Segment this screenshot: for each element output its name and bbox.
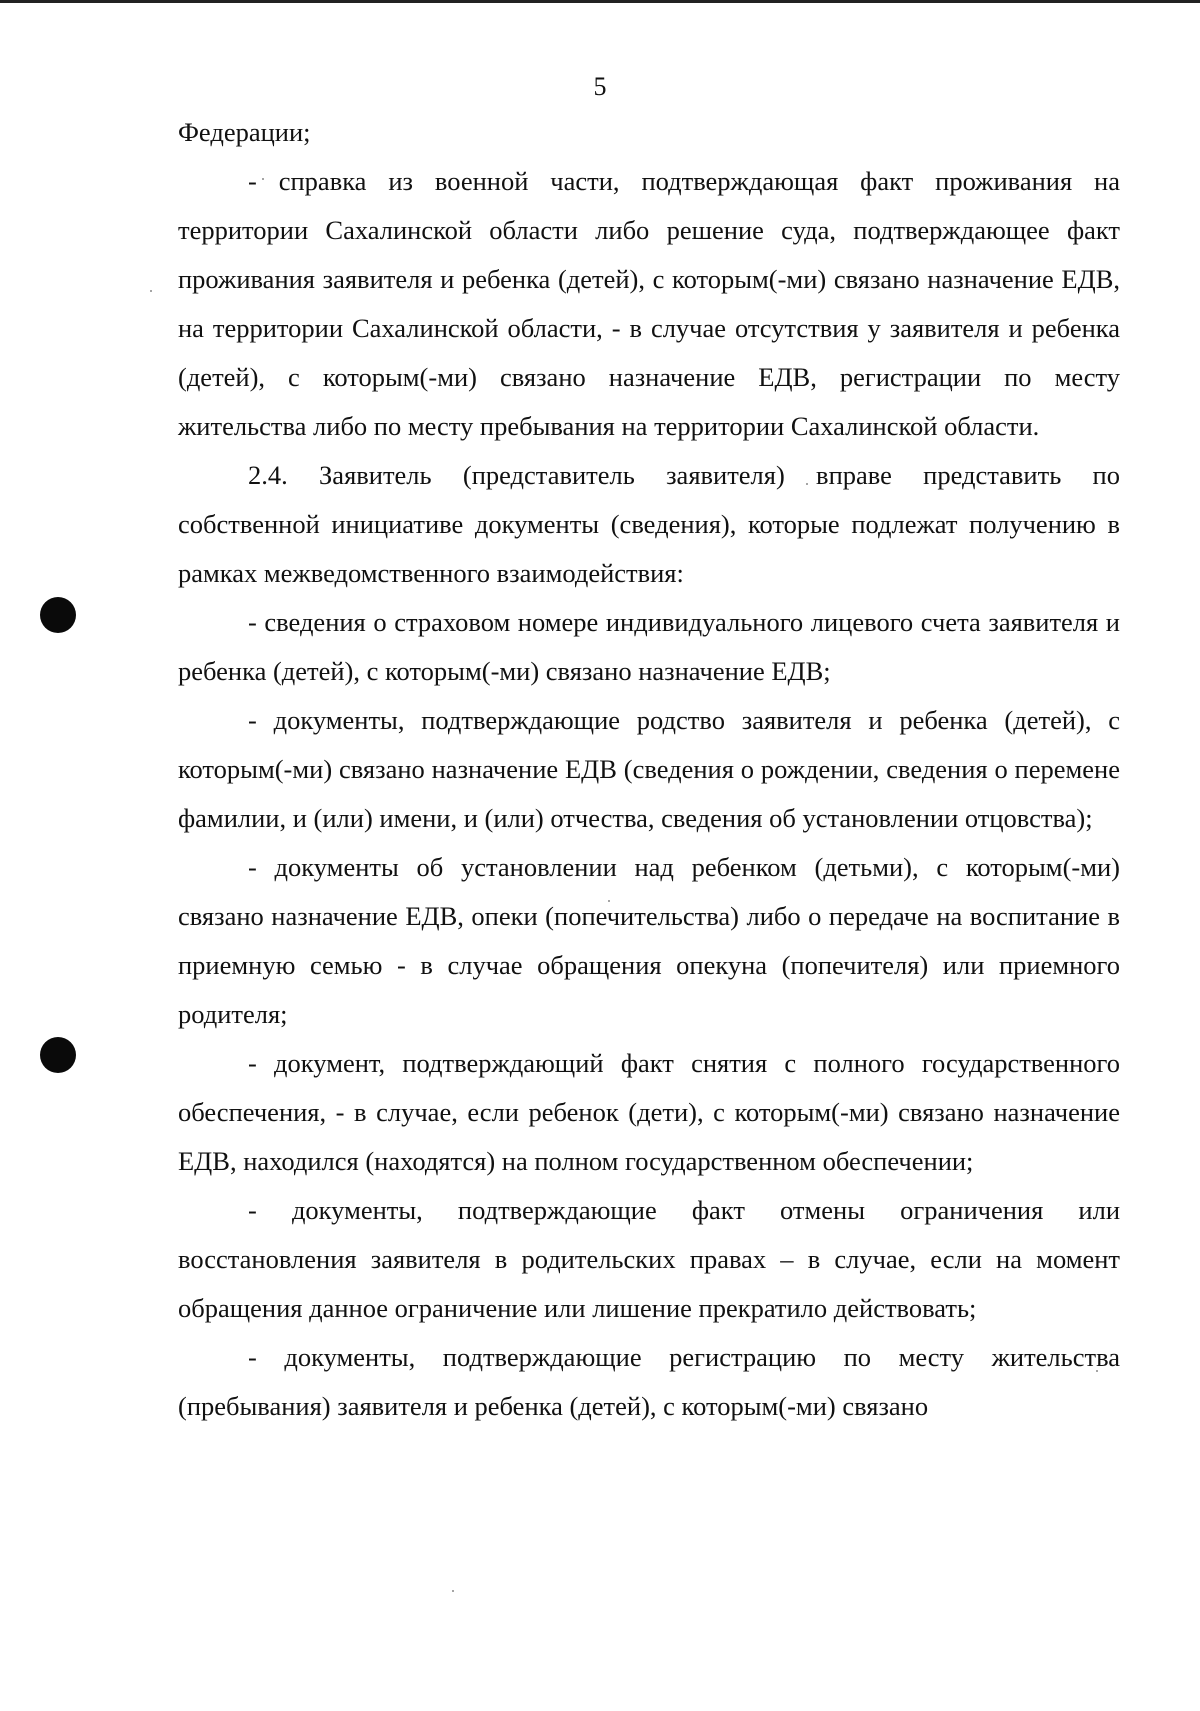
top-border-line — [0, 0, 1200, 3]
punch-hole-mark — [40, 597, 76, 633]
paragraph: Федерации; — [178, 117, 311, 147]
punch-hole-mark — [40, 1037, 76, 1073]
paragraph: - документ, подтверждающий факт снятия с полного государственного обеспечения, - в случае, если ребенок (дети), с которым(-ми) связано назначение ЕДВ, находился (находятся) на полном государственном обеспечении; — [178, 1048, 1120, 1176]
page-number: 5 — [593, 72, 607, 101]
paragraph: - документы об установлении над ребенком (детьми), с которым(-ми) связано назначение ЕДВ, опеки (попечительства) либо о передаче на воспитание в приемную семью - в случае обращения опекуна (попечителя) или приемного родителя; — [178, 852, 1120, 1029]
paragraph: - справка из военной части, подтверждающая факт проживания на территории Сахалинской области либо решение суда, подтверждающее факт проживания заявителя и ребенка (детей), с которым(-ми) связано назначение ЕДВ, на территории Сахалинской области, - в случае отсутствия у заявителя и ребенка (детей), с которым(-ми) связано назначение ЕДВ, регистрации по месту жительства либо по месту пребывания на территории Сахалинской области. — [178, 166, 1120, 441]
paragraph: - документы, подтверждающие родство заявителя и ребенка (детей), с которым(-ми) связано назначение ЕДВ (сведения о рождении, сведения о перемене фамилии, и (или) имени, и (или) отчества, сведения об установлении отцовства); — [178, 705, 1120, 833]
paragraph: 2.4. Заявитель (представитель заявителя) вправе представить по собственной инициативе документы (сведения), которые подлежат получению в рамках межведомственного взаимодействия: — [178, 460, 1120, 588]
scan-speck — [452, 1590, 454, 1592]
paragraph: - документы, подтверждающие регистрацию по месту жительства (пребывания) заявителя и ребенка (детей), с которым(-ми) связано — [178, 1342, 1120, 1421]
paragraph: - документы, подтверждающие факт отмены ограничения или восстановления заявителя в родительских правах – в случае, если на момент обращения данное ограничение или лишение прекратило действовать; — [178, 1195, 1120, 1323]
paragraph: - сведения о страховом номере индивидуального лицевого счета заявителя и ребенка (детей), с которым(-ми) связано назначение ЕДВ; — [178, 607, 1120, 686]
scan-speck — [150, 290, 152, 292]
document-body — [178, 108, 1120, 1431]
